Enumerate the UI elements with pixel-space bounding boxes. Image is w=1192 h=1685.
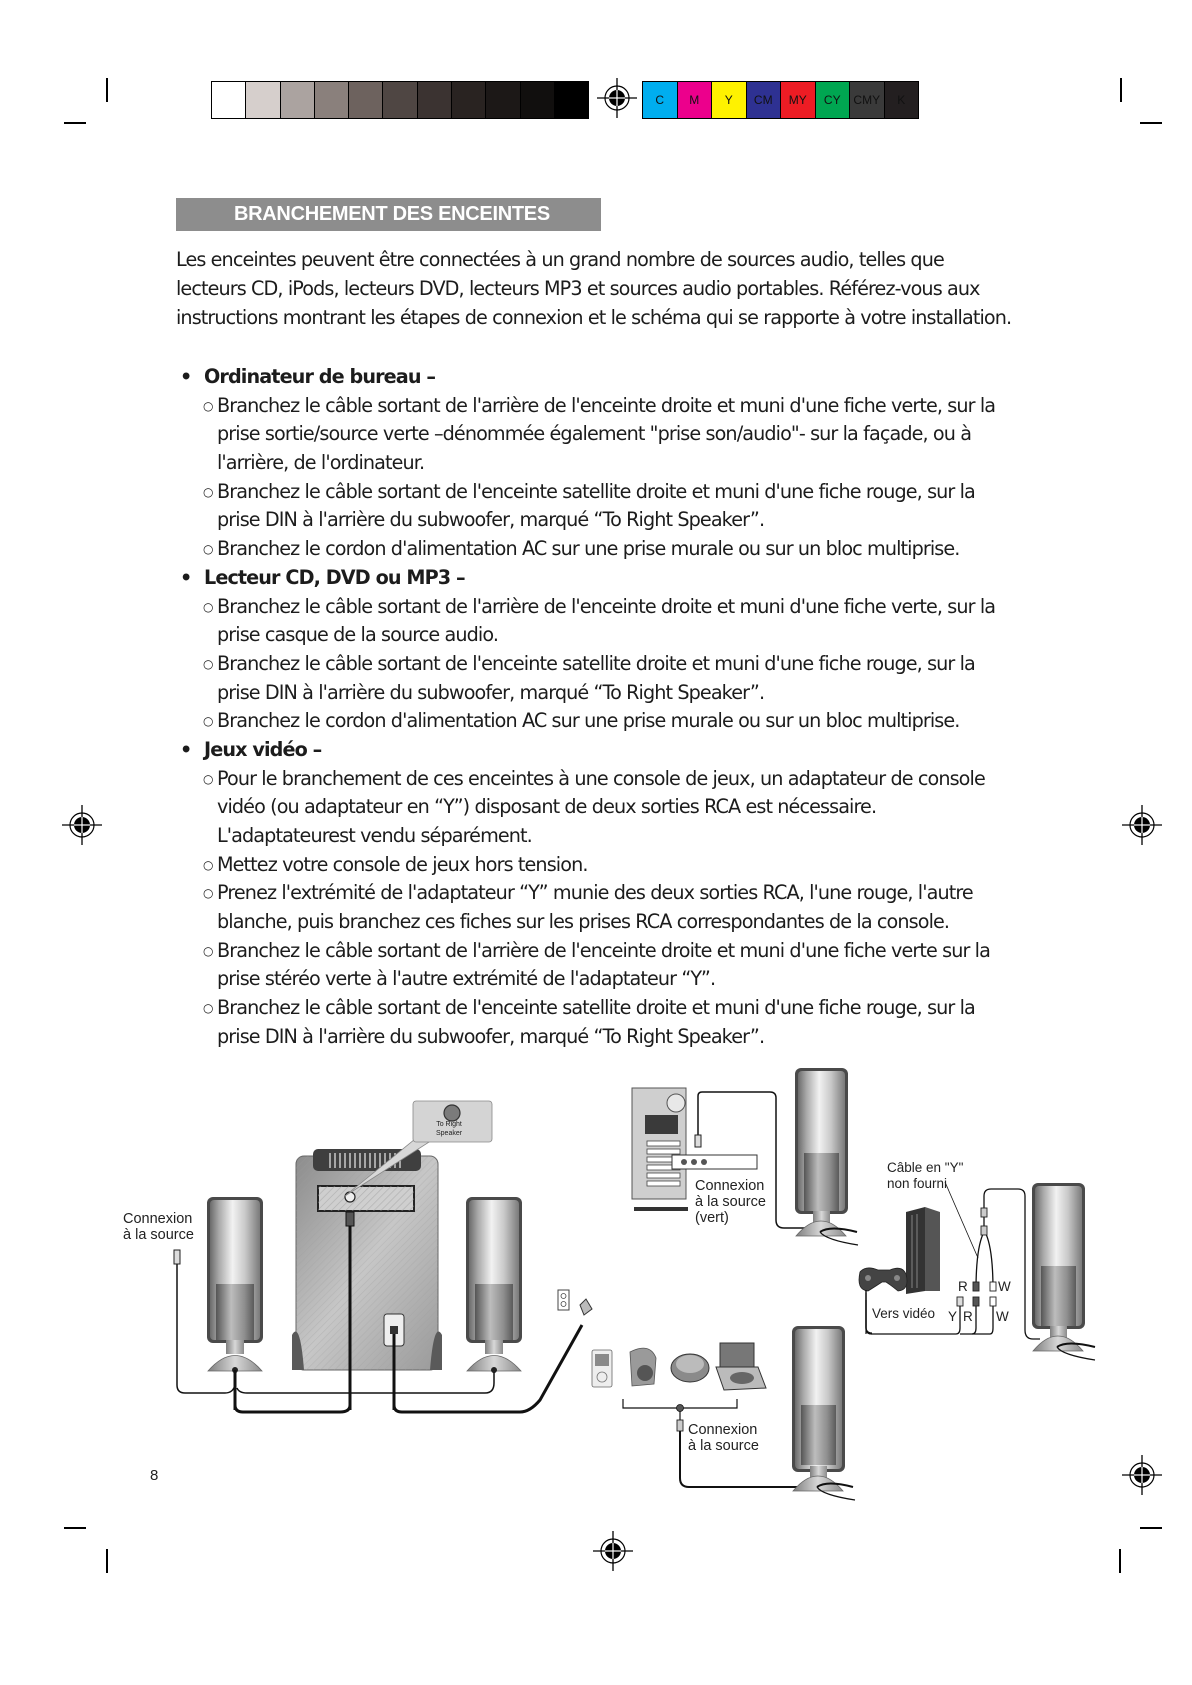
- section-title-desktop: • Ordinateur de bureau –: [176, 362, 995, 391]
- step-continued: prise stéréo verte à l'autre extrémité de l'adaptateur “Y”.: [217, 967, 716, 991]
- intro-line: instructions montrant les étapes de connexion et le schéma qui se rapporte à votre installation.: [176, 306, 1012, 329]
- cmyk-swatch: C: [643, 82, 678, 118]
- bullet-icon: •: [180, 565, 192, 589]
- step-continued: prise DIN à l'arrière du subwoofer, marqué “To Right Speaker”.: [217, 508, 765, 532]
- circle-bullet-icon: ○: [203, 771, 213, 786]
- circle-bullet-icon: ○: [203, 886, 213, 901]
- cmyk-swatch: CY: [816, 82, 851, 118]
- intro-line: Les enceintes peuvent être connectées à un grand nombre de sources audio, telles que: [176, 248, 944, 271]
- circle-bullet-icon: ○: [203, 714, 213, 729]
- game-satellite-speaker: [1032, 1183, 1095, 1360]
- step-continued: prise casque de la source audio.: [217, 623, 499, 647]
- bullet-icon: •: [180, 365, 192, 388]
- cmyk-swatch: CM: [747, 82, 782, 118]
- cmyk-swatch: MY: [781, 82, 816, 118]
- circle-bullet-icon: ○: [203, 1001, 213, 1016]
- cmyk-swatch: Y: [712, 82, 747, 118]
- section-title-video-games: • Jeux vidéo –: [176, 735, 995, 764]
- step: ○ Branchez le câble sortant de l'enceinte satellite droite et muni d'une fiche rouge, sur la: [176, 649, 995, 678]
- step: ○ Branchez le câble sortant de l'arrière de l'enceinte droite et muni d'une fiche verte sur la: [176, 936, 995, 965]
- circle-bullet-icon: ○: [203, 599, 213, 614]
- bullet-icon: •: [180, 737, 192, 761]
- step-continued: prise sortie/source verte –dénommée également "prise son/audio"- sur la façade, ou à: [217, 422, 972, 446]
- step: ○ Branchez le câble sortant de l'arrière de l'enceinte droite et muni d'une fiche verte, sur la: [176, 391, 995, 420]
- right-satellite-speaker: [466, 1197, 522, 1373]
- circle-bullet-icon: ○: [203, 656, 213, 671]
- cmyk-swatch: K: [885, 82, 919, 118]
- step-continued: prise DIN à l'arrière du subwoofer, marqué “To Right Speaker”.: [217, 1024, 765, 1048]
- cmyk-swatch: CMY: [850, 82, 885, 118]
- circle-bullet-icon: ○: [203, 857, 213, 872]
- wall-outlet-icon: [558, 1290, 592, 1315]
- main-source-label: Connexion à la source: [123, 1211, 194, 1243]
- circle-bullet-icon: ○: [203, 398, 213, 413]
- vers-video-label: Vers vidéo: [872, 1306, 936, 1321]
- step-continued: L'adaptateurest vendu séparément.: [217, 824, 532, 847]
- portable-satellite-speaker: [792, 1326, 855, 1500]
- portable-devices: [592, 1343, 827, 1487]
- portable-source-label: Connexion à la source: [688, 1422, 759, 1454]
- step: ○ Prenez l'extrémité de l'adaptateur “Y” munie des deux sorties RCA, l'une rouge, l'autre: [176, 878, 995, 907]
- cmyk-swatch: M: [678, 82, 713, 118]
- circle-bullet-icon: ○: [203, 484, 213, 499]
- game-controller-icon: [859, 1268, 907, 1291]
- step-continued: blanche, puis branchez ces fiches sur les prises RCA correspondantes de la console.: [217, 910, 950, 934]
- rca-top-w: W: [998, 1279, 1011, 1294]
- step-continued: prise DIN à l'arrière du subwoofer, marqué “To Right Speaker”.: [217, 680, 765, 704]
- step: ○ Branchez le câble sortant de l'arrière de l'enceinte droite et muni d'une fiche verte, sur la: [176, 592, 995, 621]
- rca-bottom-w: W: [996, 1309, 1009, 1324]
- step-continued: vidéo (ou adaptateur en “Y”) disposant de deux sorties RCA est nécessaire.: [217, 795, 877, 819]
- game-console: [906, 1207, 940, 1294]
- rca-top-r: R: [958, 1279, 968, 1294]
- rca-bottom-y: Y: [948, 1309, 958, 1324]
- step: ○ Branchez le câble sortant de l'enceinte satellite droite et muni d'une fiche rouge, sur la: [176, 993, 995, 1022]
- y-cable-label: Câble en "Y" non fourni: [887, 1160, 964, 1191]
- pc-source-label: Connexion à la source (vert): [695, 1178, 766, 1226]
- step: ○ Branchez le cordon d'alimentation AC sur une prise murale ou sur un bloc multiprise.: [176, 534, 995, 563]
- rca-bottom-r: R: [963, 1309, 973, 1324]
- page-number: 8: [150, 1467, 159, 1484]
- left-satellite-speaker: [207, 1197, 263, 1373]
- intro-line: lecteurs CD, iPods, lecteurs DVD, lecteurs MP3 et sources audio portables. Référez-vous aux: [176, 277, 980, 300]
- step: ○ Branchez le cordon d'alimentation AC sur une prise murale ou sur un bloc multiprise.: [176, 706, 995, 735]
- step-continued: l'arrière, de l'ordinateur.: [217, 451, 425, 475]
- step: ○ Branchez le câble sortant de l'enceinte satellite droite et muni d'une fiche rouge, sur la: [176, 477, 995, 506]
- callout-label: To Right Speaker: [436, 1121, 463, 1137]
- section-title-cd-dvd-mp3: • Lecteur CD, DVD ou MP3 –: [176, 563, 995, 592]
- circle-bullet-icon: ○: [203, 542, 213, 557]
- section-heading: BRANCHEMENT DES ENCEINTES: [176, 198, 601, 231]
- step: ○ Pour le branchement de ces enceintes à une console de jeux, un adaptateur de console: [176, 764, 995, 793]
- step: ○ Mettez votre console de jeux hors tension.: [176, 850, 995, 879]
- pc-satellite-speaker: [795, 1068, 858, 1245]
- circle-bullet-icon: ○: [203, 943, 213, 958]
